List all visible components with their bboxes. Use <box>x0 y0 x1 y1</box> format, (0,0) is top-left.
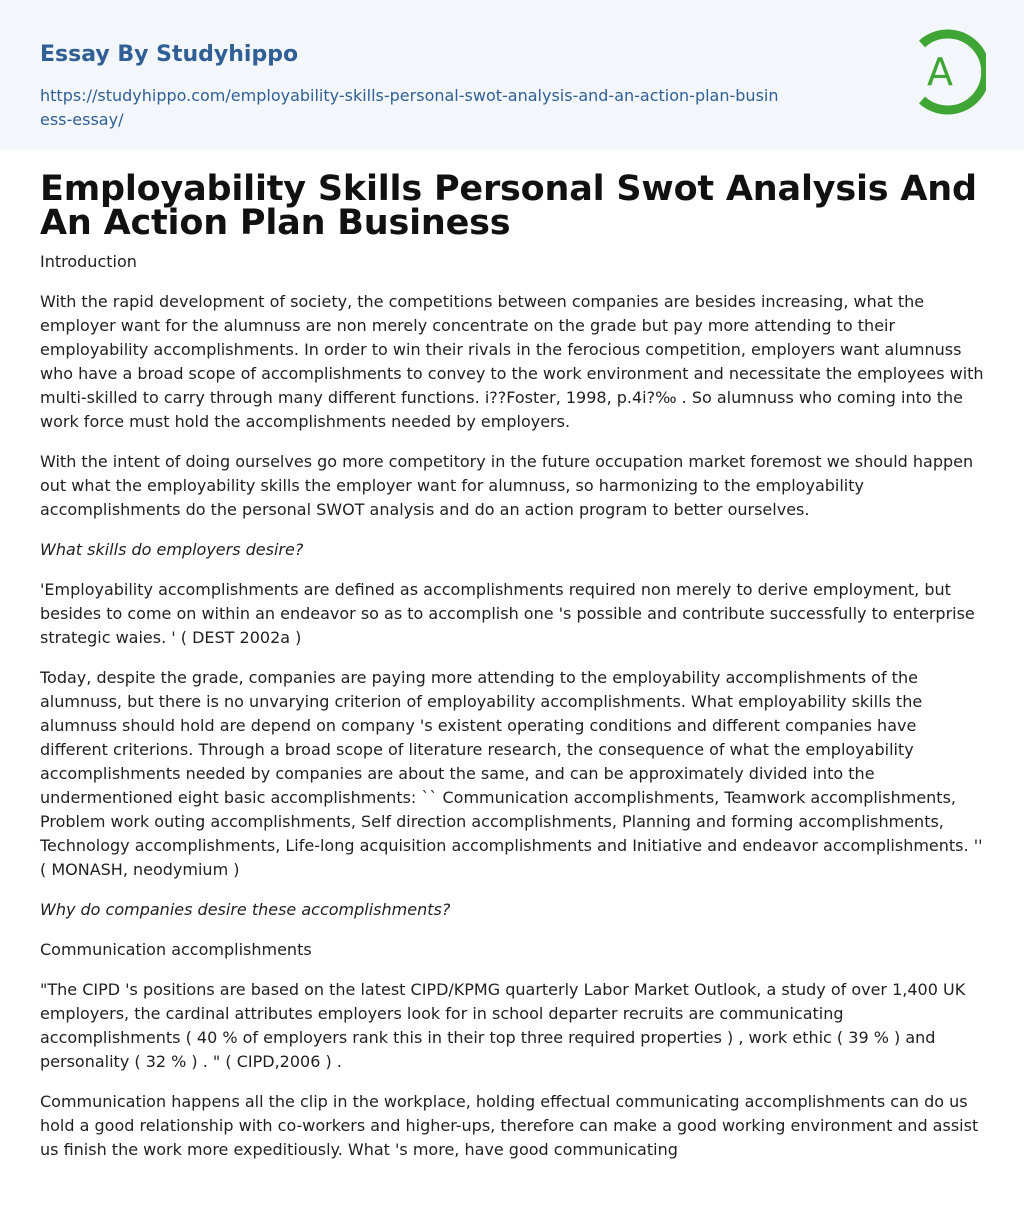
studyhippo-logo-icon[interactable] <box>900 29 986 115</box>
article-paragraph: Today, despite the grade, companies are paying more attending to the employability accomplishments of the alumnuss, but there is no unvarying criterion of employability accomplishments. What employability skills the alumnuss should hold are depend on company 's existent operating conditions and different companies have different criterions. Through a broad scope of literature research, the consequence of what the employability accomplishments needed by companies are about the same, and can be approximately divided into the undermentioned eight basic accomplishments: `` Communication accomplishments, Teamwork accomplishments, Problem work outing accomplishments, Self direction accomplishments, Planning and forming accomplishments, Technology accomplishments, Life-long acquisition accomplishments and Initiative and endeavor accomplishments. '' ( MONASH, neodymium ) <box>40 668 983 879</box>
article <box>0 150 1024 1162</box>
article-paragraph: Communication happens all the clip in the workplace, holding effectual communicating accomplishments can do us hold a good relationship with co-workers and higher-ups, therefore can make a good working environment and assist us finish the work more expeditiously. What 's more, have good communicating <box>40 1092 979 1159</box>
article-paragraph: With the rapid development of society, the competitions between companies are besides increasing, what the employer want for the alumnuss are non merely concentrate on the grade but pay more attending to their employability accomplishments. In order to win their rivals in the ferocious competition, employers want alumnuss who have a broad scope of accomplishments to convey to the work environment and necessitate the employees with multi-skilled to carry through many different functions. i??Foster, 1998, p.4i?‰ . So alumnuss who coming into the work force must hold the accomplishments needed by employers. <box>40 292 984 431</box>
article-paragraph: With the intent of doing ourselves go more competitory in the future occupation market foremost we should happen out what the employability skills the employer want for alumnuss, so harmonizing to the employability accomplishments do the personal SWOT analysis and do an action program to better ourselves. <box>40 452 974 519</box>
section-heading-employer-skills: What skills do employers desire? <box>40 540 304 559</box>
section-heading-communication: Communication accomplishments <box>40 940 312 959</box>
site-brand[interactable]: Essay By Studyhippo <box>40 42 299 67</box>
logo-letter: A <box>927 50 953 94</box>
essay-url-link[interactable]: https://studyhippo.com/employability-skills-personal-swot-analysis-and-an-action-plan-business-essay/ <box>40 86 779 129</box>
article-paragraph: 'Employability accomplishments are defined as accomplishments required non merely to derive employment, but besides to come on within an endeavor so as to accomplish one 's possible and contribute successfully to enterprise strategic waies. ' ( DEST 2002a ) <box>40 580 975 647</box>
section-heading-introduction: Introduction <box>40 252 137 271</box>
site-header <box>0 0 1024 150</box>
article-paragraph: "The CIPD 's positions are based on the latest CIPD/KPMG quarterly Labor Market Outlook, a study of over 1,400 UK employers, the cardinal attributes employers look for in school departer recruits are communicating accomplishments ( 40 % of employers rank this in their top three required properties ) , work ethic ( 39 % ) and personality ( 32 % ) . " ( CIPD,2006 ) . <box>40 980 966 1071</box>
article-title: Employability Skills Personal Swot Analysis And An Action Plan Business <box>40 169 977 243</box>
section-heading-why-companies: Why do companies desire these accomplishments? <box>40 900 451 919</box>
